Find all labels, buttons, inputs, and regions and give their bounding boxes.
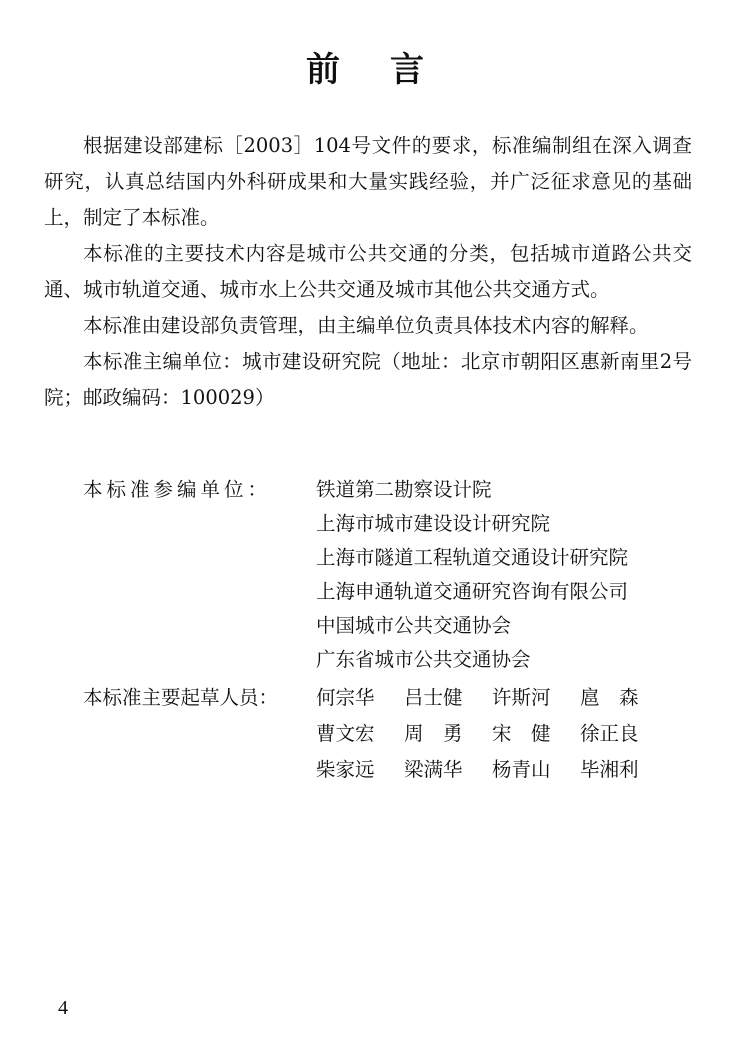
participating-label: 本标准参编单位： — [83, 478, 272, 501]
participating-unit: 上海申通轨道交通研究咨询有限公司 — [316, 580, 629, 603]
drafters-list — [316, 681, 668, 789]
drafter-name: 杨青山 — [492, 758, 551, 781]
paragraph-basis: 根据建设部建标［2003］104号文件的要求，标准编制组在深入调查研究，认真总结国内外科研成果和大量实践经验，并广泛征求意见的基础上，制定了本标准。 — [44, 134, 692, 229]
drafter-name: 梁满华 — [404, 758, 463, 781]
participating-unit: 中国城市公共交通协会 — [316, 614, 512, 637]
participating-unit: 上海市城市建设设计研究院 — [316, 512, 551, 535]
drafter-name: 毕湘利 — [580, 758, 639, 781]
paragraph-chief-unit: 本标准主编单位：城市建设研究院（地址：北京市朝阳区惠新南里2号院；邮政编码：100029） — [44, 350, 692, 409]
drafter-name: 柴家远 — [316, 758, 375, 781]
preface-body — [44, 128, 692, 416]
participating-unit: 上海市隧道工程轨道交通设计研究院 — [316, 546, 629, 569]
participating-unit: 铁道第二勘察设计院 — [316, 478, 492, 501]
participating-unit: 广东省城市公共交通协会 — [316, 648, 531, 671]
paragraph-content: 本标准的主要技术内容是城市公共交通的分类，包括城市道路公共交通、城市轨道交通、城市水上公共交通及城市其他公共交通方式。 — [44, 242, 692, 301]
drafters-section — [83, 681, 668, 789]
drafter-name: 许斯河 — [492, 686, 551, 709]
drafters-label: 本标准主要起草人员： — [83, 686, 279, 709]
page-number: 4 — [58, 997, 68, 1019]
participating-units — [83, 473, 668, 789]
drafter-name: 周 勇 — [404, 722, 463, 745]
drafter-name: 曹文宏 — [316, 722, 375, 745]
drafter-name: 扈 森 — [580, 686, 639, 709]
drafter-name: 何宗华 — [316, 686, 375, 709]
drafter-name: 吕士健 — [404, 686, 463, 709]
paragraph-management: 本标准由建设部负责管理，由主编单位负责具体技术内容的解释。 — [83, 314, 649, 337]
drafter-name: 宋 健 — [492, 722, 551, 745]
page-title: 前言 — [306, 50, 474, 90]
drafter-name: 徐正良 — [580, 722, 639, 745]
participating-row — [83, 473, 668, 507]
